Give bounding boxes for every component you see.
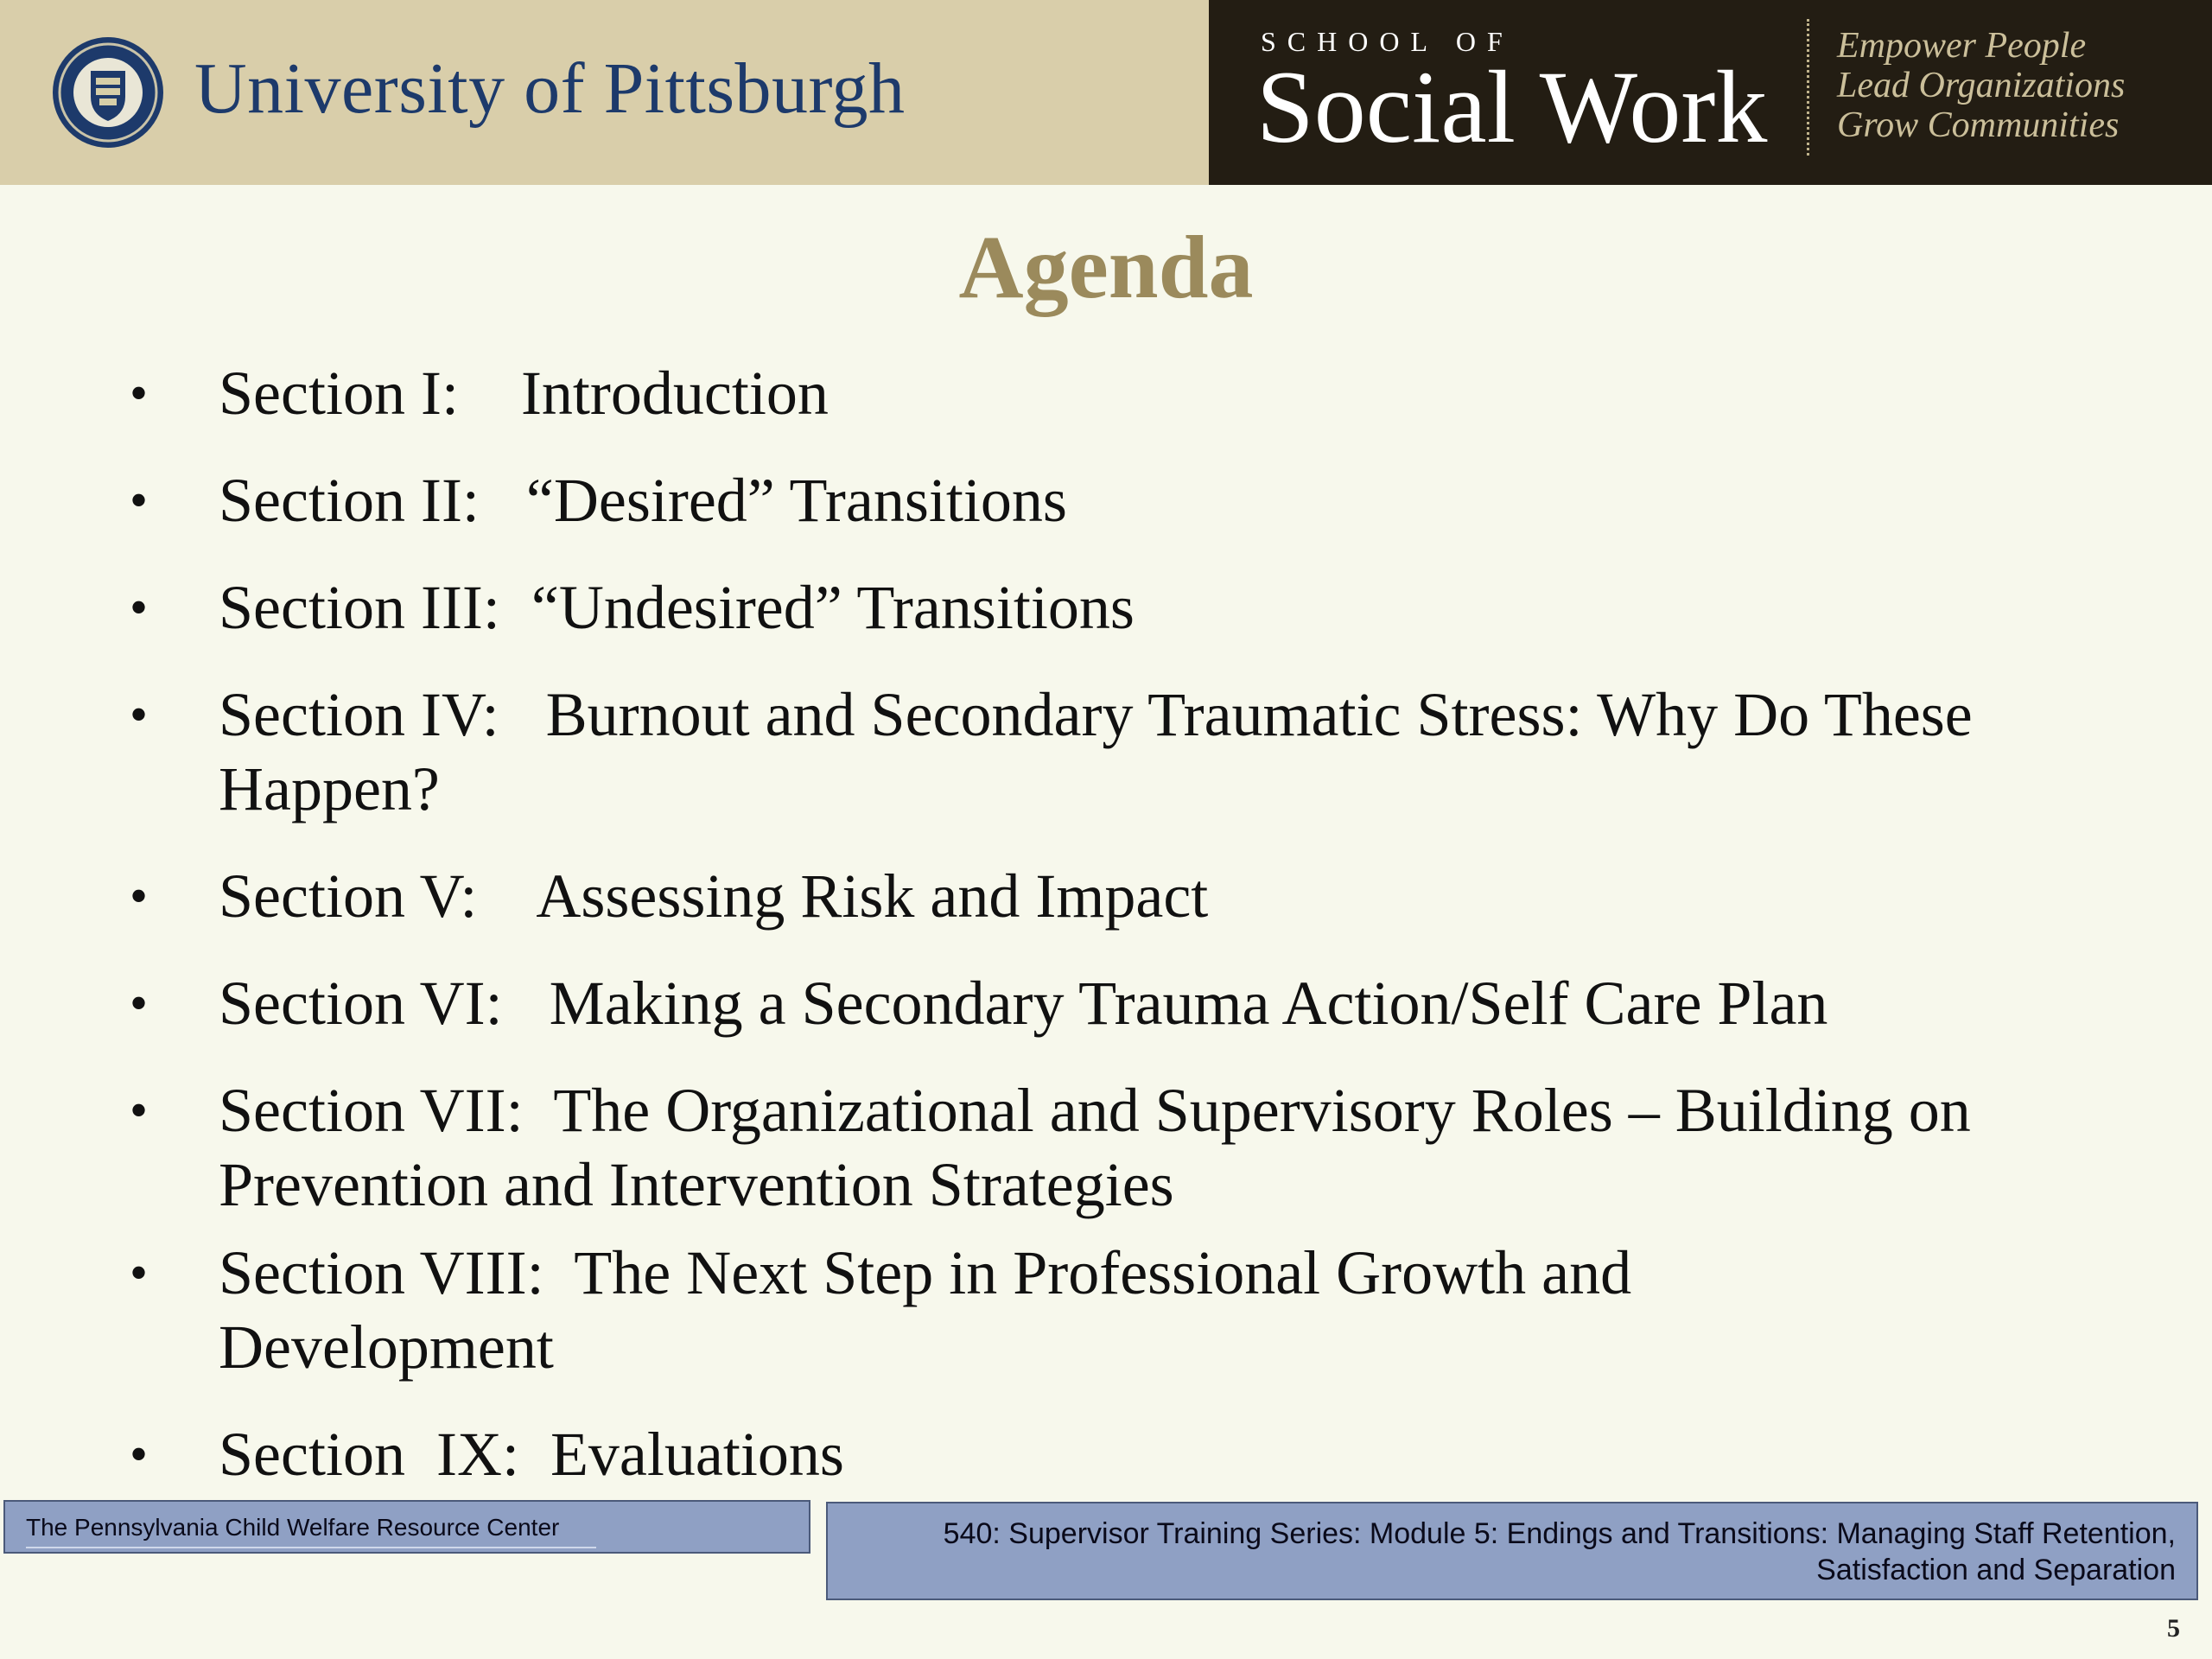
- footer-organization: [3, 1500, 810, 1554]
- tagline-line: Grow Communities: [1837, 105, 2120, 145]
- agenda-item-text: Section III: “Undesired” Transitions: [219, 573, 1135, 642]
- bullet: •: [130, 1426, 149, 1483]
- agenda-item-text: Section II: “Desired” Transitions: [219, 466, 1067, 535]
- agenda-item-text: Section VII: The Organizational and Supervisory Roles – Building on Prevention and Intervention Strategies: [219, 1076, 1986, 1219]
- school-banner: [1209, 0, 2212, 185]
- university-banner: [0, 0, 1209, 185]
- footer-course-text: 540: Supervisor Training Series: Module 5: Endings and Transitions: Managing Staff Retention, Satisfaction and Separation: [943, 1517, 2184, 1586]
- bullet: •: [130, 868, 149, 925]
- school-of-label: SCHOOL OF: [1261, 26, 1514, 57]
- agenda-item-text: Section I: Introduction: [219, 359, 829, 428]
- agenda-item-text: Section IX: Evaluations: [219, 1420, 844, 1489]
- university-name: University of Pittsburgh: [194, 48, 906, 129]
- banner-divider: [1807, 19, 1809, 156]
- footer-organization-text: The Pennsylvania Child Welfare Resource Center: [26, 1514, 560, 1541]
- tagline-line: Empower People: [1837, 26, 2087, 66]
- bullet: •: [130, 1244, 149, 1301]
- school-tagline: [1837, 26, 2125, 145]
- agenda-item-text: Section VIII: The Next Step in Professional Growth and Development: [219, 1238, 1648, 1382]
- agenda-item-text: Section V: Assessing Risk and Impact: [219, 861, 1209, 931]
- school-name: Social Work: [1256, 49, 1768, 164]
- tagline-line: Lead Organizations: [1837, 66, 2126, 105]
- footer-underline: [26, 1547, 596, 1548]
- bullet: •: [130, 365, 149, 422]
- bullet: •: [130, 579, 149, 636]
- bullet: •: [130, 1082, 149, 1139]
- university-seal-icon: [50, 35, 166, 150]
- bullet: •: [130, 686, 149, 743]
- footer-course: [826, 1502, 2198, 1600]
- slide-title: Agenda: [958, 218, 1254, 317]
- agenda-item-text: Section IV: Burnout and Secondary Traumatic Stress: Why Do These Happen?: [219, 680, 2004, 823]
- bullet: •: [130, 472, 149, 529]
- bullet: •: [130, 975, 149, 1032]
- slide-header: [0, 0, 2212, 185]
- page-number: 5: [2167, 1614, 2180, 1643]
- agenda-item-text: Section VI: Making a Secondary Trauma Action/Self Care Plan: [219, 969, 1828, 1038]
